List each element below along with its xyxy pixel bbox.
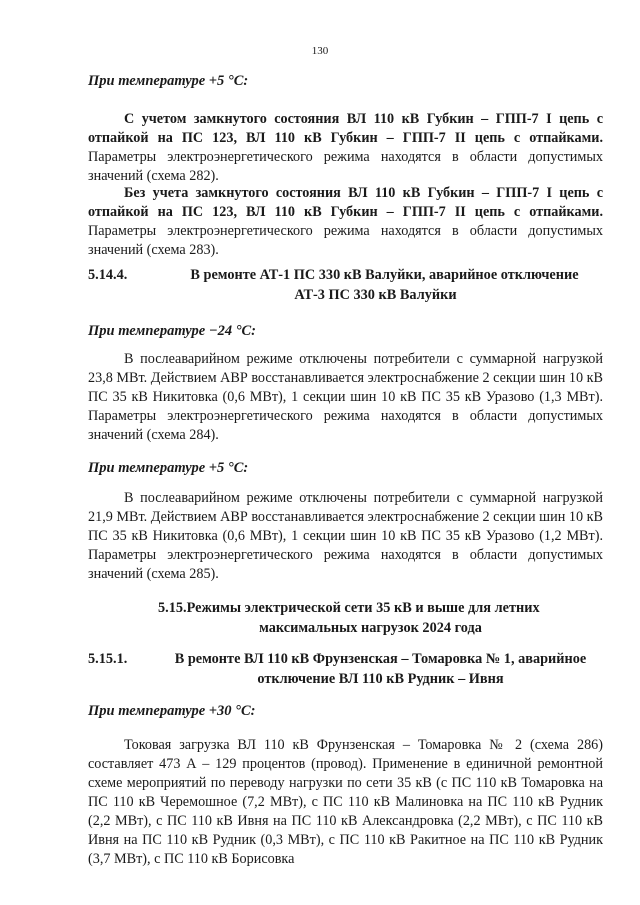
section-title-line2: отключение ВЛ 110 кВ Рудник – Ивня xyxy=(257,671,504,687)
section-title-line2: максимальных нагрузок 2024 года xyxy=(259,620,482,636)
section-title-line2: АТ-3 ПС 330 кВ Валуйки xyxy=(294,287,457,303)
paragraph-post-emergency-plus5: В послеаварийном режиме отключены потребители с суммарной нагрузкой 21,9 МВт. Действием АВР восстанавливается электроснабжение 2 секции шин 10 кВ ПС 35 кВ Никитовка (0,6 МВт), 1 секции шин 10 кВ ПС 35 кВ Уразово (1,2 МВт). Параметры электроэнергетического режима находятся в области допустимых значений (схема 285). xyxy=(88,490,603,582)
temperature-condition-plus5: При температуре +5 °С: xyxy=(88,73,249,89)
paragraph-without-closed-state xyxy=(88,184,603,260)
paragraph-post-emergency-minus24: В послеаварийном режиме отключены потребители с суммарной нагрузкой 23,8 МВт. Действием АВР восстанавливается электроснабжение 2 секции шин 10 кВ ПС 35 кВ Никитовка (0,6 МВт), 1 секции шин 10 кВ ПС 35 кВ Уразово (1,3 МВт). Параметры электроэнергетического режима находятся в области допустимых значений (схема 284). xyxy=(88,351,603,443)
temperature-condition-minus24: При температуре −24 °С: xyxy=(88,323,256,339)
section-number: 5.14.4. xyxy=(88,267,128,283)
page-number: 130 xyxy=(311,45,329,57)
paragraph-closed-state-bold: С учетом замкнутого состояния ВЛ 110 кВ Губкин – ГПП-7 I цепь с отпайкой на ПС 123, ВЛ 110 кВ Губкин – ГПП-7 II цепь с отпайками. xyxy=(88,111,603,146)
section-heading-5-15 xyxy=(88,598,603,638)
section-heading-5-14-4 xyxy=(88,265,603,305)
paragraph-without-closed-state-text: Параметры электроэнергетического режима находятся в области допустимых значений (схема 283). xyxy=(88,223,603,258)
temperature-condition-plus30: При температуре +30 °С: xyxy=(88,703,256,719)
section-title-line1: 5.15.Режимы электрической сети 35 кВ и выше для летних xyxy=(158,600,540,616)
paragraph-current-load: Токовая загрузка ВЛ 110 кВ Фрунзенская – Томаровка № 2 (схема 286) составляет 473 А – 129 процентов (провод). Применение в единичной ремонтной схеме мероприятий по переводу нагрузки по сети 35 кВ (с ПС 110 кВ Томаровка на ПС 110 кВ Черемошное (7,2 МВт), с ПС 110 кВ Малиновка на ПС 110 кВ Рудник (2,2 МВт), с ПС 110 кВ Ивня на ПС 110 кВ Александровка (2,2 МВт), с ПС 110 кВ Ивня на ПС 110 кВ Рудник (0,3 МВт), с ПС 110 кВ Ракитное на ПС 110 кВ Рудник (3,7 МВт), с ПС 110 кВ Борисовка xyxy=(88,737,603,867)
temperature-condition-plus5-second: При температуре +5 °С: xyxy=(88,460,249,476)
section-number: 5.15.1. xyxy=(88,651,128,667)
section-title-line1: В ремонте АТ-1 ПС 330 кВ Валуйки, аварийное отключение xyxy=(190,267,579,283)
section-title-line1: В ремонте ВЛ 110 кВ Фрунзенская – Томаровка № 1, аварийное xyxy=(174,651,587,667)
paragraph-closed-state-text: Параметры электроэнергетического режима находятся в области допустимых значений (схема 282). xyxy=(88,149,603,184)
paragraph-without-closed-state-bold: Без учета замкнутого состояния ВЛ 110 кВ Губкин – ГПП-7 I цепь с отпайкой на ПС 123, ВЛ 110 кВ Губкин – ГПП-7 II цепь с отпайками. xyxy=(88,185,603,220)
section-heading-5-15-1 xyxy=(88,649,603,689)
paragraph-closed-state xyxy=(88,110,603,186)
